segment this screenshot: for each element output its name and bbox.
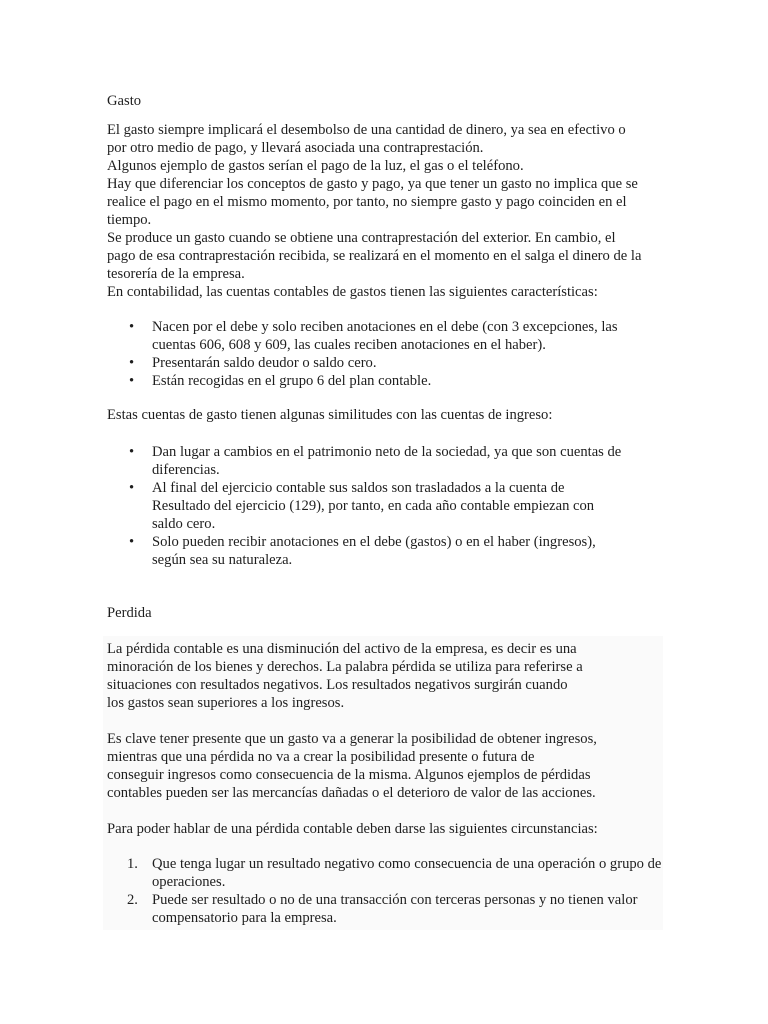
list-item xyxy=(107,855,667,891)
perdida-line: conseguir ingresos como consecuencia de la misma. Algunos ejemplos de pérdidas xyxy=(107,767,591,783)
perdida-line: minoración de los bienes y derechos. La palabra pérdida se utiliza para referirse a xyxy=(107,659,583,675)
perdida-paragraph-2 xyxy=(107,730,667,802)
perdida-paragraph-1 xyxy=(107,640,667,712)
list-item: • Solo pueden recibir anotaciones en el debe (gastos) o en el haber (ingresos), según sea su naturaleza. xyxy=(107,533,622,569)
circumstances-intro: Para poder hablar de una pérdida contable deben darse las siguientes circunstancias: xyxy=(107,821,598,837)
similarities-intro: Estas cuentas de gasto tienen algunas similitudes con las cuentas de ingreso: xyxy=(107,407,553,423)
list-number: 2. xyxy=(127,892,138,908)
list-item xyxy=(107,891,667,927)
gasto-line: Se produce un gasto cuando se obtiene una contraprestación del exterior. En cambio, el xyxy=(107,230,616,246)
gasto-heading: Gasto xyxy=(107,93,142,109)
list-item-text: Que tenga lugar un resultado negativo como consecuencia de una operación o grupo de operaciones. xyxy=(152,856,662,890)
characteristics-list xyxy=(107,318,622,390)
gasto-line: Algunos ejemplo de gastos serían el pago de la luz, el gas o el teléfono. xyxy=(107,158,524,174)
gasto-body xyxy=(107,121,667,301)
perdida-line: situaciones con resultados negativos. Los resultados negativos surgirán cuando xyxy=(107,677,568,693)
gasto-line: realice el pago en el mismo momento, por tanto, no siempre gasto y pago coinciden en el xyxy=(107,194,627,210)
perdida-line: mientras que una pérdida no va a crear la posibilidad presente o futura de xyxy=(107,749,535,765)
gasto-line: por otro medio de pago, y llevará asociada una contraprestación. xyxy=(107,140,484,156)
list-item: • Presentarán saldo deudor o saldo cero. xyxy=(107,354,622,372)
list-item: • Al final del ejercicio contable sus saldos son trasladados a la cuenta de Resultado del ejercicio (129), por tanto, en cada año contable empiezan con saldo cero. xyxy=(107,479,622,533)
list-item-text: Puede ser resultado o no de una transacción con terceras personas y no tienen valor compensatorio para la empresa. xyxy=(152,892,638,926)
gasto-line: pago de esa contraprestación recibida, se realizará en el momento en el salga el dinero de la xyxy=(107,248,642,264)
list-number: 1. xyxy=(127,856,138,872)
perdida-line: Es clave tener presente que un gasto va a generar la posibilidad de obtener ingresos, xyxy=(107,731,597,747)
gasto-line: En contabilidad, las cuentas contables de gastos tienen las siguientes características: xyxy=(107,284,598,300)
perdida-heading: Perdida xyxy=(107,605,152,621)
perdida-line: los gastos sean superiores a los ingresos. xyxy=(107,695,345,711)
list-item: • Están recogidas en el grupo 6 del plan contable. xyxy=(107,372,622,390)
list-item: • Dan lugar a cambios en el patrimonio neto de la sociedad, ya que son cuentas de diferencias. xyxy=(107,443,622,479)
circumstances-list xyxy=(107,855,667,927)
perdida-line: contables pueden ser las mercancías dañadas o el deterioro de valor de las acciones. xyxy=(107,785,596,801)
gasto-line: Hay que diferenciar los conceptos de gasto y pago, ya que tener un gasto no implica que se xyxy=(107,176,638,192)
gasto-line: tesorería de la empresa. xyxy=(107,266,245,282)
perdida-line: La pérdida contable es una disminución del activo de la empresa, es decir es una xyxy=(107,641,577,657)
gasto-line: El gasto siempre implicará el desembolso de una cantidad de dinero, ya sea en efectivo o xyxy=(107,122,626,138)
list-item: • Nacen por el debe y solo reciben anotaciones en el debe (con 3 excepciones, las cuentas 606, 608 y 609, las cuales reciben anotaciones en el haber). xyxy=(107,318,622,354)
similarities-list xyxy=(107,443,622,569)
gasto-line: tiempo. xyxy=(107,212,152,228)
